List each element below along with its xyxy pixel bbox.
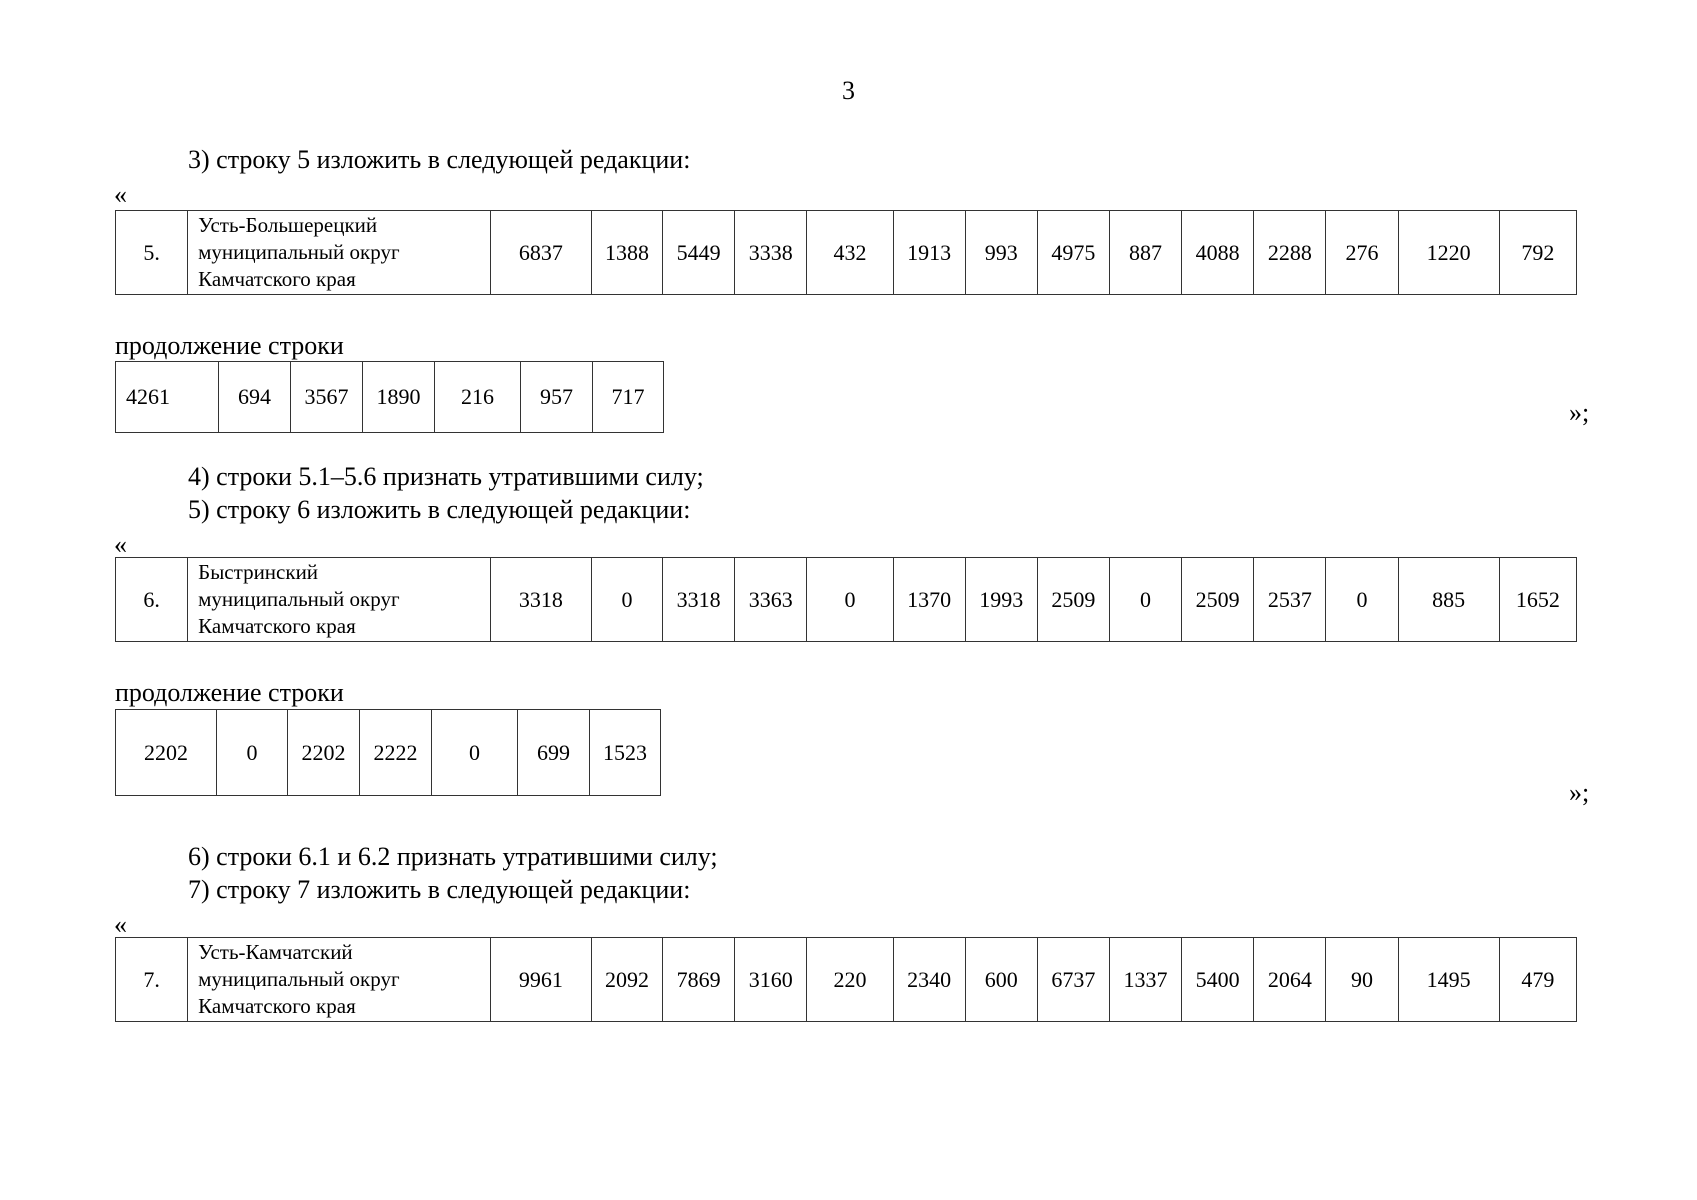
value-cell: 1370 (893, 558, 965, 642)
value-cell: 0 (217, 710, 288, 796)
value-cell: 4088 (1182, 211, 1254, 295)
value-cell: 2202 (116, 710, 217, 796)
table-row (116, 938, 1577, 1022)
value-cell: 1220 (1398, 211, 1499, 295)
value-cell: 3318 (663, 558, 735, 642)
value-cell: 0 (432, 710, 518, 796)
value-cell: 2222 (360, 710, 432, 796)
table-row (116, 362, 664, 433)
value-cell: 0 (807, 558, 893, 642)
value-cell: 2202 (288, 710, 360, 796)
row-table-7 (115, 937, 1577, 1022)
row-number: 7. (116, 938, 188, 1022)
value-cell: 3160 (735, 938, 807, 1022)
value-cell: 1388 (591, 211, 662, 295)
instruction-4: 4) строки 5.1–5.6 признать утратившими силу; (188, 462, 704, 491)
open-quote: « (114, 180, 127, 209)
row-table-6 (115, 557, 1577, 642)
value-cell: 479 (1499, 938, 1576, 1022)
continuation-table-6 (115, 709, 661, 796)
row-table-5 (115, 210, 1577, 295)
instruction-3: 3) строку 5 изложить в следующей редакции: (188, 145, 691, 174)
close-quote: »; (1569, 778, 1590, 807)
open-quote: « (114, 910, 127, 939)
value-cell: 7869 (663, 938, 735, 1022)
value-cell: 9961 (490, 938, 591, 1022)
value-cell: 276 (1326, 211, 1398, 295)
value-cell: 6737 (1037, 938, 1109, 1022)
value-cell: 1913 (893, 211, 965, 295)
value-cell: 3318 (490, 558, 591, 642)
continuation-table-5 (115, 361, 664, 433)
value-cell: 4261 (116, 362, 219, 433)
value-cell: 0 (1109, 558, 1181, 642)
value-cell: 5400 (1182, 938, 1254, 1022)
value-cell: 2092 (591, 938, 662, 1022)
value-cell: 1993 (965, 558, 1037, 642)
municipality-name: Быстринский муниципальный округ Камчатского края (188, 558, 491, 642)
table-row (116, 211, 1577, 295)
value-cell: 2509 (1037, 558, 1109, 642)
close-quote: »; (1569, 398, 1590, 427)
value-cell: 5449 (663, 211, 735, 295)
value-cell: 1652 (1499, 558, 1576, 642)
value-cell: 885 (1398, 558, 1499, 642)
instruction-5: 5) строку 6 изложить в следующей редакции: (188, 495, 691, 524)
value-cell: 432 (807, 211, 893, 295)
value-cell: 0 (1326, 558, 1398, 642)
value-cell: 2064 (1254, 938, 1326, 1022)
row-number: 5. (116, 211, 188, 295)
value-cell: 600 (965, 938, 1037, 1022)
table-row (116, 558, 1577, 642)
value-cell: 2537 (1254, 558, 1326, 642)
value-cell: 2340 (893, 938, 965, 1022)
municipality-name: Усть-Камчатский муниципальный округ Камчатского края (188, 938, 491, 1022)
row-number: 6. (116, 558, 188, 642)
value-cell: 792 (1499, 211, 1576, 295)
value-cell: 699 (518, 710, 590, 796)
continuation-label: продолжение строки (115, 678, 344, 707)
instruction-7: 7) строку 7 изложить в следующей редакции: (188, 875, 691, 904)
value-cell: 3338 (735, 211, 807, 295)
value-cell: 957 (521, 362, 593, 433)
value-cell: 694 (219, 362, 291, 433)
continuation-label: продолжение строки (115, 331, 344, 360)
open-quote: « (114, 530, 127, 559)
value-cell: 4975 (1037, 211, 1109, 295)
value-cell: 3363 (735, 558, 807, 642)
value-cell: 1890 (363, 362, 435, 433)
value-cell: 2509 (1182, 558, 1254, 642)
value-cell: 90 (1326, 938, 1398, 1022)
value-cell: 3567 (291, 362, 363, 433)
value-cell: 0 (591, 558, 662, 642)
value-cell: 993 (965, 211, 1037, 295)
value-cell: 1495 (1398, 938, 1499, 1022)
table-row (116, 710, 661, 796)
value-cell: 1523 (590, 710, 661, 796)
page-number: 3 (842, 76, 855, 105)
value-cell: 1337 (1109, 938, 1181, 1022)
value-cell: 887 (1109, 211, 1181, 295)
instruction-6: 6) строки 6.1 и 6.2 признать утратившими силу; (188, 842, 718, 871)
value-cell: 2288 (1254, 211, 1326, 295)
value-cell: 220 (807, 938, 893, 1022)
value-cell: 216 (435, 362, 521, 433)
value-cell: 717 (593, 362, 664, 433)
value-cell: 6837 (490, 211, 591, 295)
municipality-name: Усть-Большерецкий муниципальный округ Камчатского края (188, 211, 491, 295)
